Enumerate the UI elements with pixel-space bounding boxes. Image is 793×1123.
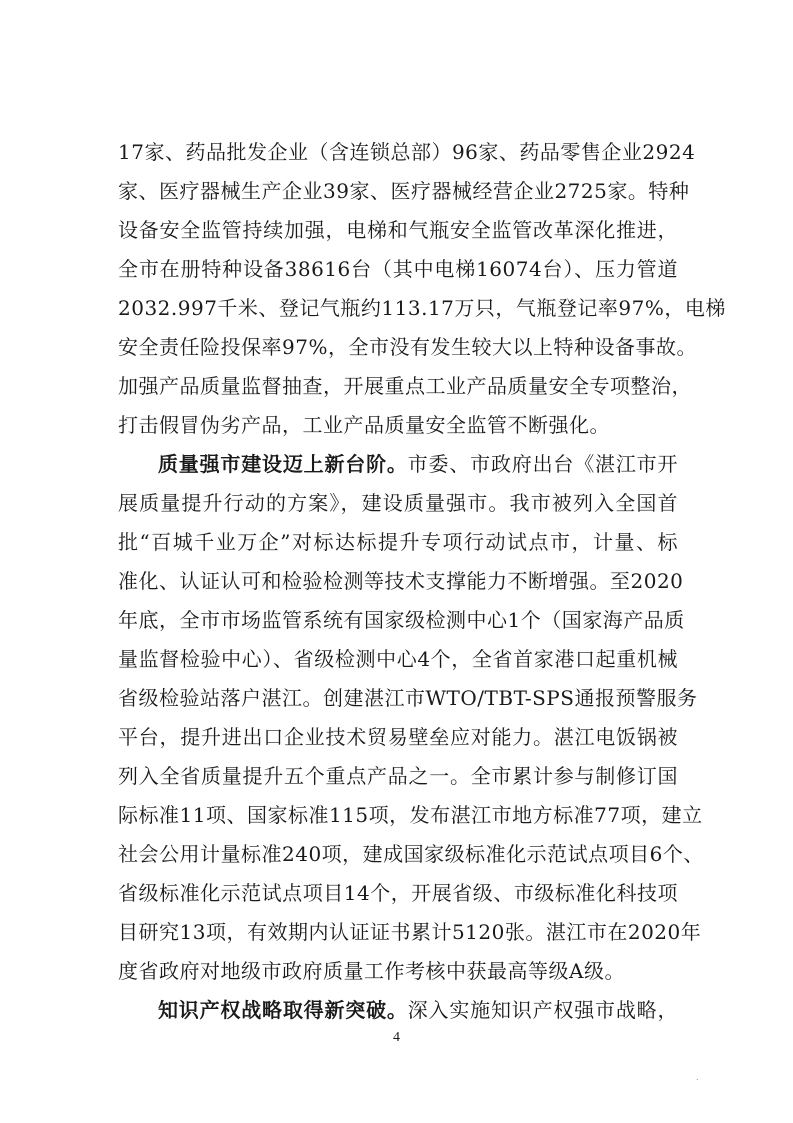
- body-text-line: 列入全省质量提升五个重点产品之一。全市累计参与制修订国: [118, 764, 678, 788]
- body-text-line: 准化、认证认可和检验检测等技术支撑能力不断增强。至2020: [118, 569, 684, 593]
- body-text-line: 量监督检验中心）、省级检测中心4个，全省首家港口起重机械: [118, 647, 678, 671]
- body-text-line: 度省政府对地级市政府质量工作考核中获最高等级A级。: [118, 959, 625, 983]
- body-text-line: 际标准11项、国家标准115项，发布湛江市地方标准77项，建立: [118, 803, 703, 827]
- section-heading-ip: 知识产权战略取得新突破。: [158, 998, 408, 1022]
- body-text-line: 社会公用计量标准240项，建成国家级标准化示范试点项目6个、: [118, 842, 704, 866]
- body-text-line: 加强产品质量监督抽查，开展重点工业产品质量安全专项整治，: [118, 374, 692, 398]
- body-text-line: 目研究13项，有效期内认证证书累计5120张。湛江市在2020年: [118, 920, 702, 944]
- section-first-line: [158, 448, 678, 480]
- body-text-line: 省级标准化示范试点项目14个，开展省级、市级标准化科技项: [118, 881, 678, 905]
- body-text-span: 市委、市政府出台《湛江市开: [407, 452, 678, 476]
- section-heading-quality: 质量强市建设迈上新台阶。: [158, 452, 408, 476]
- page-number: 4: [393, 1030, 400, 1045]
- body-text-line: 家、医疗器械生产企业39家、医疗器械经营企业2725家。特种: [118, 179, 690, 203]
- body-text-line: 打击假冒伪劣产品，工业产品质量安全监管不断强化。: [118, 413, 610, 437]
- body-text-line: 17家、药品批发企业（含连锁总部）96家、药品零售企业2924: [118, 140, 696, 164]
- body-text-line: 2032.997千米、登记气瓶约113.17万只，气瓶登记率97%，电梯: [118, 296, 726, 320]
- body-text-line: 设备安全监管持续加强，电梯和气瓶安全监管改革深化推进，: [118, 218, 678, 242]
- body-text-line: 省级检验站落户湛江。创建湛江市WTO/TBT-SPS通报预警服务: [118, 686, 698, 710]
- body-text-line: 年底，全市市场监管系统有国家级检测中心1个（国家海产品质: [118, 608, 685, 632]
- body-text-line: 批“百城千业万企”对标达标提升专项行动试点市，计量、标: [118, 530, 678, 554]
- body-text-line: 全市在册特种设备38616台（其中电梯16074台）、压力管道: [118, 257, 678, 281]
- body-text-span: 深入实施知识产权强市战略，: [407, 998, 678, 1022]
- scan-speck: .: [696, 1073, 699, 1082]
- body-text-line: 展质量提升行动的方案》，建设质量强市。我市被列入全国首: [118, 491, 678, 515]
- body-text-line: 安全责任险投保率97%，全市没有发生较大以上特种设备事故。: [118, 335, 697, 359]
- section-first-line: [158, 994, 678, 1026]
- body-text-line: 平台，提升进出口企业技术贸易壁垒应对能力。湛江电饭锅被: [118, 725, 678, 749]
